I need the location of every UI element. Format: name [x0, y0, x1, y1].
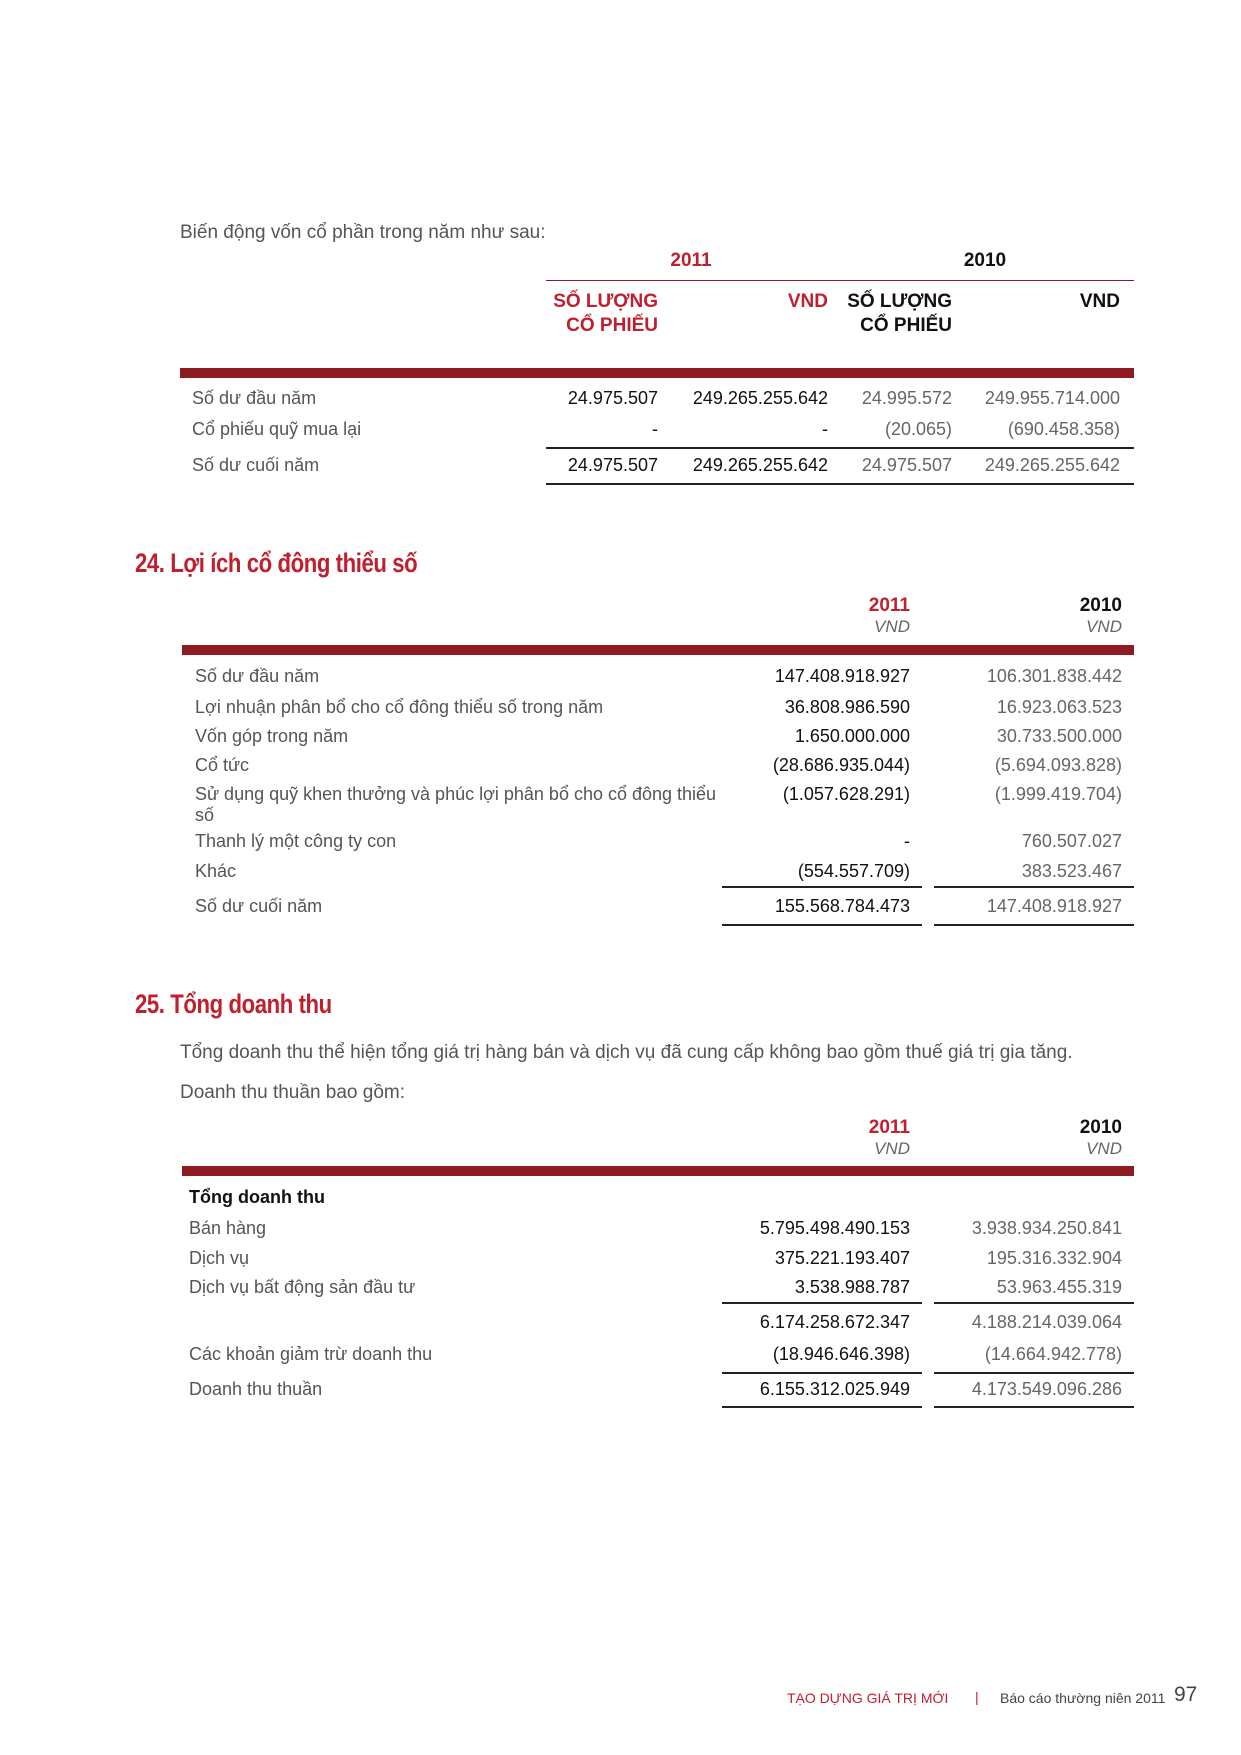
- group-label: Tổng doanh thu: [189, 1187, 325, 1207]
- cell: 106.301.838.442: [986, 666, 1122, 686]
- year-underline: [546, 280, 1134, 281]
- row-label: Cổ tức: [195, 755, 250, 775]
- year-2010-header: 2010: [1079, 595, 1122, 616]
- cell: 760.507.027: [1021, 831, 1122, 851]
- cell: -: [822, 419, 828, 439]
- net-revenue-intro: Doanh thu thuần bao gồm:: [180, 1082, 406, 1103]
- row-label: Số dư đầu năm: [192, 388, 317, 408]
- row-label: Bán hàng: [189, 1218, 267, 1238]
- row-label: Sử dụng quỹ khen thưởng và phúc lợi phân bổ cho cổ đông thiểu số: [195, 784, 717, 825]
- year-2011-header: 2011: [868, 1117, 910, 1138]
- cell: (554.557.709): [797, 861, 910, 881]
- row-label: Số dư cuối năm: [195, 896, 323, 916]
- subtotal-rule: [722, 886, 922, 888]
- year-2010-header: 2010: [963, 250, 1007, 271]
- year-2010-header: 2010: [1079, 1117, 1122, 1138]
- cell: (20.065): [884, 419, 952, 439]
- total-rule: [934, 924, 1134, 926]
- section-25-heading: 25. Tổng doanh thu: [135, 989, 332, 1019]
- total-rule: [934, 1406, 1134, 1408]
- unit-2011: VND: [874, 1139, 910, 1158]
- cell: -: [904, 831, 910, 851]
- cell: 36.808.986.590: [784, 697, 910, 717]
- subtotal-rule: [722, 1302, 922, 1304]
- cell: 24.975.507: [567, 455, 658, 475]
- header-bar: [180, 368, 1134, 378]
- cell: 24.975.507: [861, 455, 952, 475]
- cell: (1.057.628.291): [782, 784, 910, 804]
- row-label: Thanh lý một công ty con: [195, 831, 397, 851]
- cell: 53.963.455.319: [996, 1277, 1122, 1297]
- subtotal-rule: [934, 886, 1134, 888]
- cell: (5.694.093.828): [994, 755, 1122, 775]
- header-bar: [182, 645, 1134, 655]
- cell: 16.923.063.523: [996, 697, 1122, 717]
- row-label: Dịch vụ: [189, 1248, 250, 1268]
- cell: 383.523.467: [1021, 861, 1122, 881]
- col-qty-2010: SỐ LƯỢNG CỔ PHIẾU: [847, 291, 952, 336]
- footer-report-title: Báo cáo thường niên 2011: [1000, 1690, 1166, 1706]
- section-24-heading: 24. Lợi ích cổ đông thiểu số: [135, 548, 418, 578]
- row-label: Lợi nhuận phân bổ cho cổ đông thiểu số trong năm: [195, 697, 604, 717]
- row-label: Vốn góp trong năm: [195, 726, 349, 746]
- row-label: Các khoản giảm trừ doanh thu: [189, 1344, 433, 1364]
- total-rule: [722, 924, 922, 926]
- row-label: Số dư đầu năm: [195, 666, 320, 686]
- cell: 6.155.312.025.949: [759, 1379, 910, 1399]
- row-label: Dịch vụ bất động sản đầu tư: [189, 1277, 416, 1297]
- cell: 1.650.000.000: [794, 726, 910, 746]
- cell: 147.408.918.927: [986, 896, 1122, 916]
- subtotal-cell: 6.174.258.672.347: [759, 1312, 910, 1332]
- cell: 249.265.255.642: [692, 455, 828, 475]
- cell: 195.316.332.904: [986, 1248, 1122, 1268]
- header-bar: [182, 1166, 1134, 1176]
- unit-2010: VND: [1086, 617, 1122, 636]
- col-vnd-2011: VND: [787, 291, 828, 312]
- cell: 30.733.500.000: [996, 726, 1122, 746]
- cell: 24.975.507: [567, 388, 658, 408]
- subtotal-rule: [934, 1372, 1134, 1374]
- subtotal-rule: [546, 447, 1134, 449]
- cell: 24.995.572: [861, 388, 952, 408]
- cell: 155.568.784.473: [774, 896, 910, 916]
- cell: (18.946.646.398): [772, 1344, 910, 1364]
- cell: (28.686.935.044): [772, 755, 910, 775]
- row-label: Doanh thu thuần: [189, 1379, 323, 1399]
- unit-2010: VND: [1086, 1139, 1122, 1158]
- year-2011-header: 2011: [670, 250, 712, 271]
- revenue-description: Tổng doanh thu thể hiện tổng giá trị hàng bán và dịch vụ đã cung cấp không bao gồm thuế giá trị gia tăng.: [180, 1042, 1073, 1063]
- total-rule: [722, 1406, 922, 1408]
- subtotal-rule: [934, 1302, 1134, 1304]
- cell: 375.221.193.407: [774, 1248, 910, 1268]
- col-qty-2011: SỐ LƯỢNG CỔ PHIẾU: [553, 291, 658, 336]
- row-label: Số dư cuối năm: [192, 455, 320, 475]
- total-rule: [546, 483, 1134, 485]
- cell: 3.938.934.250.841: [971, 1218, 1122, 1238]
- subtotal-rule: [722, 1372, 922, 1374]
- cell: 147.408.918.927: [774, 666, 910, 686]
- cell: 3.538.988.787: [794, 1277, 910, 1297]
- subtotal-cell: 4.188.214.039.064: [971, 1312, 1122, 1332]
- row-label: Khác: [195, 861, 237, 881]
- cell: 249.265.255.642: [692, 388, 828, 408]
- cell: 4.173.549.096.286: [971, 1379, 1122, 1399]
- cell: -: [652, 419, 658, 439]
- row-label: Cổ phiếu quỹ mua lại: [192, 419, 362, 439]
- page-number: 97: [1174, 1683, 1198, 1706]
- col-vnd-2010: VND: [1079, 291, 1120, 312]
- cell: (1.999.419.704): [994, 784, 1122, 804]
- year-2011-header: 2011: [868, 595, 910, 616]
- footer-tagline: TẠO DỰNG GIÁ TRỊ MỚI: [787, 1690, 949, 1706]
- cell: 249.265.255.642: [984, 455, 1120, 475]
- share-capital-intro: Biến động vốn cổ phần trong năm như sau:: [180, 222, 546, 243]
- cell: (14.664.942.778): [984, 1344, 1122, 1364]
- footer-separator: |: [975, 1689, 979, 1705]
- cell: 249.955.714.000: [984, 388, 1120, 408]
- unit-2011: VND: [874, 617, 910, 636]
- cell: (690.458.358): [1007, 419, 1120, 439]
- cell: 5.795.498.490.153: [759, 1218, 910, 1238]
